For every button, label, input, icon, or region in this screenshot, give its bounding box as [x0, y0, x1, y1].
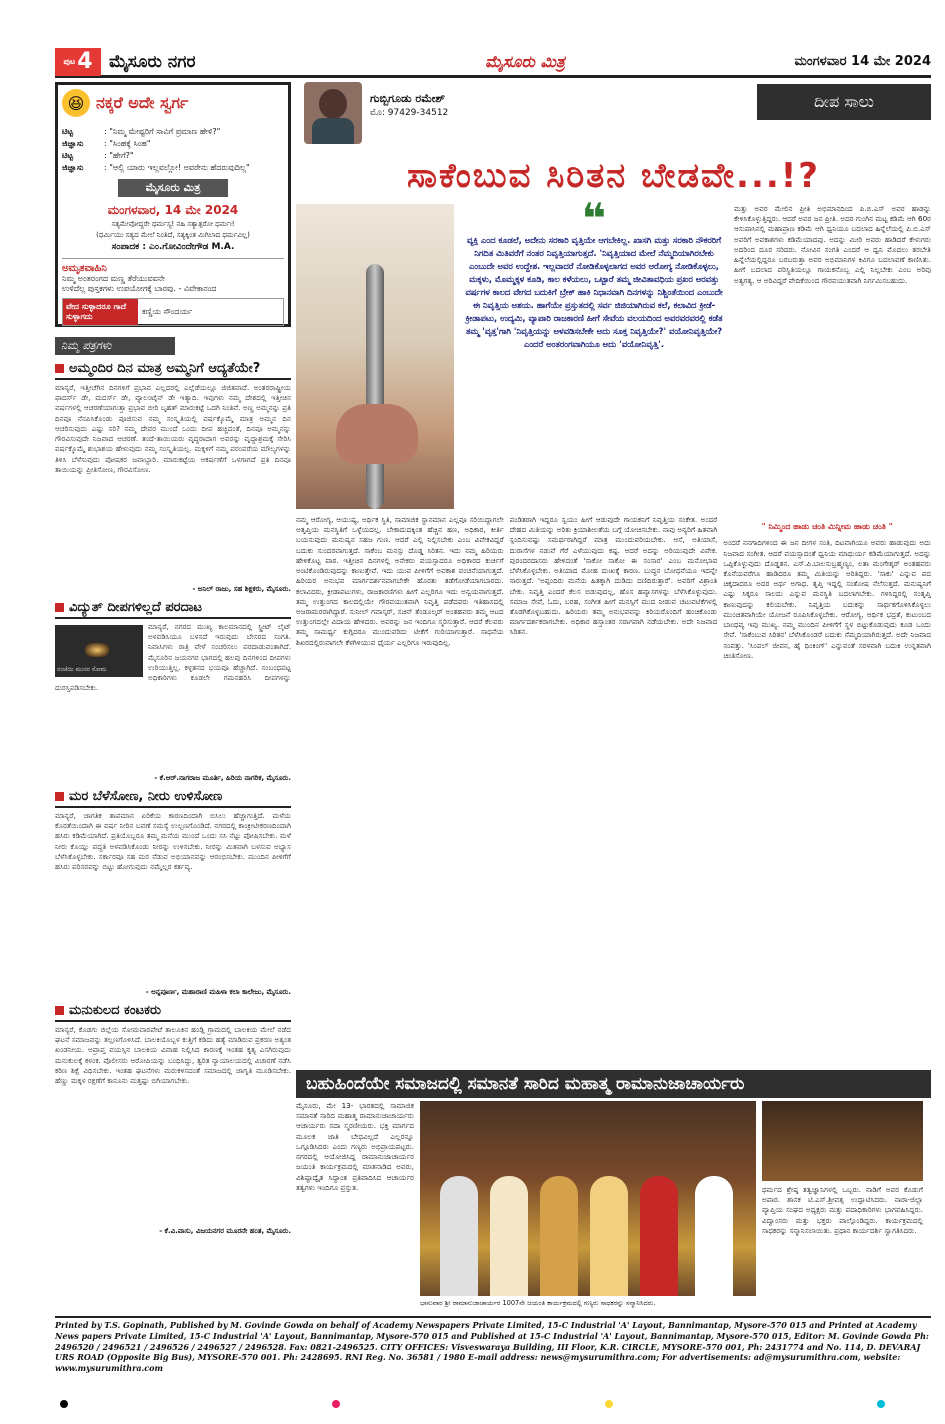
bullet-square-icon [55, 603, 64, 612]
tagline-2: (ಧರ್ಮಿಯು ಸತ್ಯದ ಮೇಲೆ ನಿಂತಿದೆ, ಸತ್ಯಕ್ಕಿಂತ ಮಿಗಿಲಾದ ಧರ್ಮವಿಲ್ಲ) [96, 231, 250, 239]
letter-header [55, 789, 291, 808]
tagline-1: ಸತ್ಯಮೇವೋದ್ಧರೇ ಧರ್ಮಸ್ಯ! ನಹಿ ಸತ್ಯಾತ್ಪರೋ ಧರ್ಮಃ! [111, 220, 235, 228]
registration-marks [0, 1400, 945, 1408]
joke-line [62, 151, 284, 161]
inline-pull-quote: " ನಿಮ್ಮಿಂದ ಹಾಡು ಚಂತಿ ಮಿನ್ನೀಮ ಹಾಡು ಚಂತಿ " [761, 522, 893, 531]
person-figure [490, 1176, 528, 1296]
news-column-1: ಮೈಸೂರು, ಮೇ 13- ಭಾರತದಲ್ಲಿ ಸಾಮಾಜಿಕ ಸಮಾನತೆ ಸಾರಿದ ಮಹಾತ್ಮ ರಾಮಾನುಜಾಚಾರ್ಯರು ಆಚಾರ್ಯರು ಸದಾ ಸ್ಮರಣೀಯರು. ಭಕ್ತಿ ಮಾರ್ಗದ ಮೂಲಕ ಜಾತಿ ಬೇಧವಿಲ್ಲದೆ ಎಲ್ಲರನ್ನೂ ಒಗ್ಗೂಡಿಸಿದರು ಎಂದು ಗಣ್ಯರು ಅಭಿಪ್ರಾಯಪಟ್ಟರು. ನಗರದಲ್ಲಿ ಆಯೋಜಿಸಿದ್ದ ರಾಮಾನುಜಾಚಾರ್ಯರ ಜಯಂತಿ ಕಾರ್ಯಕ್ರಮದಲ್ಲಿ ಮಾತನಾಡಿದ ಅವರು, ವಿಶಿಷ್ಟಾದ್ವೈತ ಸಿದ್ಧಾಂತ ಪ್ರತಿಪಾದಿಸಿದ ಆಚಾರ್ಯರ ತತ್ವಗಳು ಇಂದಿಗೂ ಪ್ರಸ್ತುತ. [296, 1101, 414, 1192]
letter-4 [55, 1003, 291, 1236]
page-date: ಮಂಗಳವಾರ 14 ಮೇ 2024 [794, 54, 931, 69]
joke-box [55, 82, 291, 327]
letter-sign: - ಅನ್ನಪೂರ್ಣ, ಮಹಾರಾಣಿ ಮಹಿಳಾ ಕಲಾ ಕಾಲೇಜು, ಮೈಸೂರು. [145, 988, 291, 996]
letter-body: ಮಾನ್ಯರೆ, ಜಾಗತಿಕ ತಾಪಮಾನ ಏರಿಕೆಯ ಕಾರಣದಿಂದಾಗಿ ಬಿಸಿಲು ಹೆಚ್ಚಾಗುತ್ತಿದೆ. ಮಳೆಯ ಕೊರತೆಯಿಂದಾಗಿ ಈ ವರ್ಷ ನೀರಿನ ಬವಣೆ ಸಮಸ್ಯೆ ಉಲ್ಬಣಗೊಂಡಿದೆ. ನಗರದಲ್ಲಿ ಕಾಂಕ್ರೀಟೀಕರಣದಿಂದಾಗಿ ಹಸಿರು ಕಡಿಮೆಯಾಗಿದೆ. ಪ್ರತಿಯೊಬ್ಬರೂ ತಮ್ಮ ಮನೆಯ ಮುಂದೆ ಒಂದು ಸಸಿ ನೆಟ್ಟು ಪೋಷಿಸಬೇಕು. ಮಳೆ ನೀರು ಕೊಯ್ಲು ಪದ್ಧತಿ ಅಳವಡಿಸಿಕೊಂಡು ನೀರನ್ನು ಉಳಿಸಬೇಕು. ನೀರನ್ನು ಮಿತವಾಗಿ ಬಳಸುವ ಅಭ್ಯಾಸ ಬೆಳೆಸಿಕೊಳ್ಳಬೇಕು. ಸರ್ಕಾರವೂ ಸಹ ಮರ ನೆಡುವ ಅಭಿಯಾನವನ್ನು ಆರಂಭಿಸಬೇಕು. ಮುಂದಿನ ಪೀಳಿಗೆಗೆ ಹಸಿರು ಪರಿಸರವನ್ನು ಬಿಟ್ಟು ಹೋಗುವುದು ನಮ್ಮೆಲ್ಲರ ಕರ್ತವ್ಯ. [55, 811, 291, 872]
joke-line [62, 127, 284, 137]
editor-line: ಸಂಪಾದಕ : ಎಂ.ಗೋವಿಂದೇಗೌಡ M.A. [111, 242, 235, 252]
person-figure [540, 1176, 578, 1296]
joke-text: : "ಆಲ್ಲಿ ಯಾರು ಇಲ್ಲವಲ್ಲೋ! ಅವರೇನು ಹೆದರುವುದಿಲ್ಲ" [104, 163, 250, 172]
letter-sign: - ಕೆ.ವಿ.ವಾಸು, ವಿಜಯನಗರ ಮೂರನೇ ಹಂತ, ಮೈಸೂರು. [159, 1227, 291, 1235]
proverb-box [62, 298, 284, 326]
author-name: ಗುಬ್ಬಿಗೂಡು ರಮೇಶ್ [370, 92, 445, 105]
person-figure [590, 1176, 628, 1296]
proverb-label: ವೇದ ಸುಳ್ಳಾದರೂ ಗಾದೆ ಸುಳ್ಳಾಗದು [63, 299, 138, 325]
news-story [296, 1101, 931, 1313]
hand-on-cane-photo [296, 204, 454, 509]
bullet-square-icon [55, 364, 64, 373]
ceremony-photo [420, 1101, 756, 1307]
amrutha-heading: ಅಮೃತವಾಹಿನಿ [62, 263, 107, 274]
page-number-box [55, 48, 101, 76]
person-figure [640, 1176, 678, 1296]
street-light-glow [85, 643, 109, 657]
letter-title: ವಿದ್ಯುತ್ ದೀಪಗಳಿಲ್ಲದೆ ಪರದಾಟ [69, 600, 203, 615]
news-headline: ಬಹುಹಿಂದೆಯೇ ಸಮಾಜದಲ್ಲಿ ಸಮಾನತೆ ಸಾರಿದ ಮಹಾತ್ಮ ರಾಮಾನುಜಾಚಾರ್ಯರು [296, 1070, 931, 1098]
brand-logo: ಮೈಸೂರು ಮಿತ್ರ [485, 51, 565, 71]
article-title: ಸಾಕೆಂಬುವ ಸಿರಿತನ ಬೇಡವೇ...!? [406, 156, 821, 196]
walking-cane [366, 264, 384, 509]
person-figure [440, 1176, 478, 1296]
photo-caption: ಭಾನುವಾರ ಶ್ರೀ ರಾಮಾನುಜಾಚಾರ್ಯರ 1007ನೇ ಜಯಂತಿ ಕಾರ್ಯಕ್ರಮದಲ್ಲಿ ಗಣ್ಯರು ಸಾಧಕರನ್ನು ಸನ್ಮಾನಿಸಿದರು. [420, 1299, 656, 1307]
letter-2 [55, 600, 291, 783]
registration-dot [332, 1400, 340, 1408]
joke-speaker: ಜಿಜ್ಞಾಸು [62, 163, 84, 172]
letter-body: ಮಾನ್ಯರೆ, ಕೊಡಗು ಜಿಲ್ಲೆಯ ಸೋಮವಾರಪೇಟೆ ತಾಲೂಕಿನ ಹಂಡ್ಲಿ ಗ್ರಾಮದಲ್ಲಿ ಬಾಲಕಿಯ ಮೇಲೆ ನಡೆದ ಘಟನೆ ಸಮಾಜವನ್ನು ತಲ್ಲಣಗೊಳಿಸಿದೆ. ಬಾಲಕಿಯೊಬ್ಬಳ ಕುತ್ತಿಗೆ ಕಡಿದು ಹತ್ಯೆ ಮಾಡಿರುವ ಪ್ರಕರಣ ಅತ್ಯಂತ ಖಂಡನೀಯ. ಅಪ್ರಾಪ್ತ ವಯಸ್ಸಿನ ಬಾಲಕಿಯ ವಿವಾಹ ನಿಲ್ಲಿಸಿದ ಕಾರಣಕ್ಕೆ ಇಂತಹ ಕೃತ್ಯ ಎಸಗಿರುವುದು ಮನುಕುಲಕ್ಕೆ ಕಳಂಕ. ಪೊಲೀಸರು ಆರೋಪಿಯನ್ನು ಬಂಧಿಸಿದ್ದು, ತ್ವರಿತ ನ್ಯಾಯಾಲಯದಲ್ಲಿ ವಿಚಾರಣೆ ನಡೆಸಿ ಕಠಿಣ ಶಿಕ್ಷೆ ವಿಧಿಸಬೇಕು. ಇಂತಹ ಘಟನೆಗಳು ಮರುಕಳಿಸದಂತೆ ಸಮಾಜದಲ್ಲಿ ಜಾಗೃತಿ ಮೂಡಿಸಬೇಕು. ಹೆಣ್ಣು ಮಕ್ಕಳ ರಕ್ಷಣೆಗೆ ಕಾನೂನು ಮತ್ತಷ್ಟು ಬಿಗಿಯಾಗಬೇಕು. [55, 1025, 291, 1086]
elderly-hand [336, 404, 418, 464]
letter-header [55, 361, 291, 380]
joke-header [62, 89, 284, 117]
section-title: ಮೈಸೂರು ನಗರ [109, 51, 196, 72]
article-column-1: ನಮ್ಮ ಆರೋಗ್ಯ, ಆಯುಷ್ಯ, ಅರ್ಥಿಕ ಸ್ಥಿತಿ, ಸಾಮಾಜಿಕ ಸ್ಥಾನಮಾನ ಎಲ್ಲವೂ ಸರಿಯಿದ್ದಾಗಲೇ ಅತೃಪ್ತಿಯ ಮನಸ್ಥಿತಿಗೆ ಒಳ್ಳೆಯದಲ್ಲ. ಬೇಕಾದುದಕ್ಕಿಂತ ಹೆಚ್ಚಿನ ಹಣ, ಅಧಿಕಾರ, ಕೀರ್ತಿ ಬಯಸುವುದು ಮನುಷ್ಯನ ಸಹಜ ಗುಣ. ಆದರೆ ಎಲ್ಲಿ ನಿಲ್ಲಿಸಬೇಕು ಎಂಬ ವಿವೇಕವಿದ್ದರೆ ಬದುಕು ಸುಂದರವಾಗುತ್ತದೆ. ಸಾಕೆಂಬ ಮನಸ್ಸು ದೊಡ್ಡ ಸಿರಿತನ. ಇದು ನಮ್ಮ ಹಿರಿಯರು ಹೇಳಿಕೊಟ್ಟ ಪಾಠ. ಇತ್ತೀಚಿನ ದಿನಗಳಲ್ಲಿ ಅನೇಕರು ವಯಸ್ಸಾದರೂ ಅಧಿಕಾರದ ಕುರ್ಚಿಗೆ ಅಂಟಿಕೊಂಡಿರುವುದನ್ನು ಕಾಣುತ್ತೇವೆ. ಇದು ಯುವ ಪೀಳಿಗೆಗೆ ಅವಕಾಶ ವಂಚನೆಯಾಗುತ್ತದೆ. ಹಿರಿಯರ ಅನುಭವ ಮಾರ್ಗದರ್ಶನವಾಗಬೇಕೇ ಹೊರತು ತಡೆಗೋಡೆಯಾಗಬಾರದು. ಕಲಾವಿದರು, ಕ್ರೀಡಾಪಟುಗಳು, ರಾಜಕಾರಣಿಗಳು ಹೀಗೆ ಎಲ್ಲರಿಗೂ ಇದು ಅನ್ವಯವಾಗುತ್ತದೆ. ತಮ್ಮ ಉತ್ತುಂಗದ ಕಾಲದಲ್ಲಿಯೇ ಗೌರವಯುತವಾಗಿ ನಿವೃತ್ತಿ ಪಡೆದವರು ಇತಿಹಾಸದಲ್ಲಿ ಅಜರಾಮರರಾಗಿದ್ದಾರೆ. ಸುನೀಲ್ ಗವಾಸ್ಕರ್, ಸಚಿನ್ ತೆಂಡೂಲ್ಕರ್ ಅಂತಹವರು ತಮ್ಮ ಆಟದ ಉತ್ತುಂಗದಲ್ಲೇ ವಿದಾಯ ಹೇಳಿದರು. ಅವರನ್ನು ಜನ ಇಂದಿಗೂ ಸ್ಮರಿಸುತ್ತಾರೆ. ಆದರೆ ಕೆಲವರು ತಮ್ಮ ಸಾಮರ್ಥ್ಯ ಕುಗ್ಗಿದರೂ ಮುಂದುವರಿದು ಟೀಕೆಗೆ ಗುರಿಯಾಗುತ್ತಾರೆ. ಸಾಧನೆಯ ಶಿಖರದಲ್ಲಿರುವಾಗಲೇ ಕೆಳಗಿಳಿಯುವ ಧೈರ್ಯ ಎಲ್ಲರಿಗೂ ಇರುವುದಿಲ್ಲ. [296, 515, 504, 647]
letter-body: ಮಾನ್ಯರೆ, ನಗರದ ಮುಖ್ಯ ಕಾಲಮಾನದಲ್ಲಿ ಸ್ಟ್ರೀಟ್ ಲೈಟ್ ಅಳವಡಿಸಿಯೂ ಬಳಸದೆ ಇರುವುದು ಬೇಸರದ ಸಂಗತಿ. ನಿವಾಸಿಗಳು ರಾತ್ರಿ ವೇಳೆ ಸಂಚರಿಸಲು ಪರದಾಡುವಂತಾಗಿದೆ. ಮೈಸೂರಿನ ಜಯನಗರ ಭಾಗದಲ್ಲಿ ಹಲವು ದಿನಗಳಿಂದ ದೀಪಗಳು ಉರಿಯುತ್ತಿಲ್ಲ. ಕಳ್ಳತನದ ಭಯವೂ ಹೆಚ್ಚಾಗಿದೆ. ಸಂಬಂಧಪಟ್ಟ ಅಧಿಕಾರಿಗಳು ಕೂಡಲೇ ಗಮನಹರಿಸಿ ದೀಪಗಳನ್ನು ದುರಸ್ತಿಪಡಿಸಬೇಕು. [55, 622, 291, 693]
quote-mark-icon: ❝ [581, 194, 607, 243]
amrutha-line-1: ನಿಮ್ಮ ಅಂತರಂಗದ ಮಣ್ಣ ತೆರೆಯುವವನೇ [62, 274, 165, 283]
joke-text: : "ನಿಮ್ಮ ಮೇಷ್ಟರಿಗೆ ಸಾವಿಗೆ ಪ್ರಮಾಣ ಹೇಳಿ?" [104, 127, 221, 136]
letter-sign: - ಅನಿಲ್ ರಾಜು, ಸಹ ಶಿಕ್ಷಕರು, ಮೈಸೂರು. [192, 585, 291, 593]
photo-caption: ನಂಜೆಯಿ ಮುನನ ಸೋಮ [57, 666, 107, 674]
author-phone: ಮೊ: 97429-34512 [370, 108, 449, 118]
bullet-square-icon [55, 792, 64, 801]
proverb-text: ಕಣ್ಣಿಯ ಸೌಂದರ್ಯ [142, 307, 193, 316]
registration-dot [605, 1400, 613, 1408]
letter-1 [55, 361, 291, 594]
article-column-3-text: ಅಂದರೆ ನನಗಾದಿಗಳಿಂದ ಈ ಜನ ದೀಗಳ ಸಂತಿ, ದಿಟವಾಗಿಯೂ ಅವರು ಹಾಡುವುದು ಅದು ನಿಜವಾದ ಸಂಗೀತ. ಆದರೆ ವಯಸ್ಸಾದಂತೆ ಧ್ವನಿಯ ಮಾಧುರ್ಯ ಕಡಿಮೆಯಾಗುತ್ತದೆ. ಅದನ್ನು ಒಪ್ಪಿಕೊಳ್ಳುವುದು ದೊಡ್ಡತನ. ಎಸ್.ಪಿ.ಬಾಲಸುಬ್ರಹ್ಮಣ್ಯಂ, ಲತಾ ಮಂಗೇಶ್ಕರ್ ಅಂತಹವರು ಕೊನೆಯವರೆಗೂ ಹಾಡಿದರೂ ತಮ್ಮ ಮಿತಿಯನ್ನು ಅರಿತಿದ್ದರು. 'ಸಾಕು' ಎನ್ನುವ ಪದ ಚಿಕ್ಕದಾದರೂ ಅದರ ಅರ್ಥ ಅಗಾಧ. ತೃಪ್ತಿ ಇದ್ದಲ್ಲಿ ಸಂತೋಷ ನೆಲೆಸುತ್ತದೆ. ಮನುಷ್ಯನಿಗೆ ಎಷ್ಟು ಸಿಕ್ಕರೂ ಸಾಲದು ಎನ್ನುವ ಮನಸ್ಥಿತಿ ಬದಲಾಗಬೇಕು. ಗಳಿಸಿದ್ದರಲ್ಲಿ ಸಂತೃಪ್ತಿ ಕಾಣುವುದನ್ನು ಕಲಿಯಬೇಕು. ನಿವೃತ್ತಿಯ ಬದುಕನ್ನು ಸಾರ್ಥಕಗೊಳಿಸಿಕೊಳ್ಳಲು ಮುಂಚಿತವಾಗಿಯೇ ಯೋಜನೆ ರೂಪಿಸಿಕೊಳ್ಳಬೇಕು. ಆರೋಗ್ಯ, ಆರ್ಥಿಕ ಭದ್ರತೆ, ಕುಟುಂಬದ ಬಾಂಧವ್ಯ ಇವು ಮುಖ್ಯ. ನಮ್ಮ ಮುಂದಿನ ಪೀಳಿಗೆಗೆ ಸ್ಥಳ ಬಿಟ್ಟುಕೊಡುವುದು ಕೂಡ ಒಂದು ಸೇವೆ. 'ಸಾಕೆಂಬುವ ಸಿರಿತನ' ಬೆಳೆಸಿಕೊಂಡರೆ ಬದುಕು ನೆಮ್ಮದಿಯಾಗಿರುತ್ತದೆ. ಅದೇ ನಿಜವಾದ ಸಂಪತ್ತು. 'ಸಿಂಪಲ್ ಜೀವನ, ಹೈ ಥಿಂಕಿಂಗ್' ಎನ್ನುವಂತೆ ಸರಳವಾಗಿ ಬದುಕಿ ಉನ್ನತವಾಗಿ ಚಿಂತಿಸೋಣ. [723, 538, 932, 660]
joke-speaker: ಜಿಜ್ಞಾಸು [62, 139, 84, 148]
printer-line: Printed by T.S. Gopinath, Published by M. Govinde Gowda on behalf of Academy Newspapers Private Limited, 15-C Industrial 'A' Layout, Bannimantap, Mysore-570 015 and Printed at Academy News papers Private Limited, 15-C Industrial 'A' Layout, Bannimantap, Mysore-570 015 and Published at 15-C Industrial 'A' Layout, Bannimantap, Mysore-570 015, Editor: M. Govinde Gowda Ph: 2496520 / 2496521 / 2496526 / 2496527 / 2496528. Fax: 0821-2496525. CITY OFFICES: Visveswaraya Building, III Floor, K.R. CIRCLE, MYSORE-570 001, Ph: 2431774 and No. 114, D. DEVARAJ URS ROAD (Opposite Big Bus), MYSORE-570 001. Ph: 2428695. RNI Reg. No. 36581 / 1980 E-mail address: news@mysurumithra.com; For advertisements: ad@mysurumithra.com, website: www.mysurumithra.com [55, 1316, 931, 1374]
laughing-face-icon: 😆 [62, 89, 90, 117]
letter-body: ಮಾನ್ಯರೆ, ಇತ್ತೀಚೆಗಿನ ದಿನಗಳಿಗೆ ಪ್ರಭಾವ ಎಲ್ಲದರಲ್ಲಿ ಎಲ್ಲೆಡೆಯಲ್ಲೂ ಜಿಜಿತವಾದೆ. ಅಂತರರಾಷ್ಟ್ರೀಯ ಫಾದರ್ಸ್ ಡೇ, ಮದರ್ಸ್ ಡೇ, ವ್ಯಾಲಂಟೈನ್ ಡೇ ಇತ್ಯಾದಿ. ಇವುಗಳು ನಮ್ಮ ದೇಶದಲ್ಲಿ ಇತ್ತೀಚಿನ ವರ್ಷಗಳಲ್ಲಿ ಆಚರಣೆಯಾಗುತ್ತಾ ಪ್ರಭಾವ ಬೀರಿ ಬೃಹತ್ ಮಾರುಕಟ್ಟೆ ಒದಗಿ ನಿಂತಿವೆ. ಅಣ್ಣ ಅಮ್ಮನನ್ನು ಪ್ರತಿ ದಿನವೂ ನೆನಪಿಸಿಕೊಂಡು ಪೂಜಿಸುವ ನಮ್ಮ ಸಂಸ್ಕೃತಿಯಲ್ಲಿ ವರ್ಷಕ್ಕೊಮ್ಮೆ ಮಾತ್ರ ಅಮ್ಮನ ದಿನ ಆಚರಿಸುವುದು ಎಷ್ಟು ಸರಿ? ನಮ್ಮ ದೇವರ ಮುಂದೆ ಒಂದು ದೀಪ ಹಚ್ಚಿದಂತೆ, ದಿನವೂ ಅಮ್ಮನನ್ನು ಗೌರವಿಸುವುದೇ ನಿಜವಾದ ಆಚರಣೆ. ತಂದೆ-ತಾಯಿಯರು ವೃದ್ಧರಾದಾಗ ಅವರನ್ನು ವೃದ್ಧಾಶ್ರಮಕ್ಕೆ ಸೇರಿಸಿ ವರ್ಷಕ್ಕೊಮ್ಮೆ ಶುಭಾಶಯ ಹೇಳುವುದು ನಮ್ಮ ಸಂಸ್ಕೃತಿಯಲ್ಲ. ಮಕ್ಕಳಿಗೆ ನಮ್ಮ ಪರಂಪರೆಯ ಮೌಲ್ಯಗಳನ್ನು ತಿಳಿಸಿ ಬೆಳೆಸುವುದು ಪೋಷಕರ ಜವಾಬ್ದಾರಿ. ಮಾರುಕಟ್ಟೆಯ ಆಕರ್ಷಣೆಗೆ ಒಳಗಾಗದೆ ಪ್ರತಿ ದಿನವೂ ತಾಯಿಯನ್ನು ಪ್ರೀತಿಸೋಣ, ಗೌರವಿಸೋಣ. [55, 383, 291, 474]
letter-title: ಅಮ್ಮಂದಿರ ದಿನ ಮಾತ್ರ ಅಮ್ಮನಿಗೆ ಆದ್ಯತೆಯೇ? [69, 361, 261, 376]
registration-dot [877, 1400, 885, 1408]
column-banner: ದೀಪ ಸಾಲು [757, 84, 931, 120]
news-column-3-text: ಧರ್ಮದ ಶ್ರೇಷ್ಠ ತತ್ವಜ್ಞಾನಿಗಳಲ್ಲಿ ಒಬ್ಬರು. ನಾಡಿಗೆ ಅವರ ಕೊಡುಗೆ ಅಪಾರ. ಶಾಸಕ ಟಿ.ಎಸ್.ಶ್ರೀವತ್ಸ ಉದ್ಘಾಟಿಸಿದರು. ನಾರಾ-ಜಿಲ್ಲಾ ವ್ಯಾಪ್ತಿಯ ಸಂಘದ ಅಧ್ಯಕ್ಷರು ಮತ್ತು ಪದಾಧಿಕಾರಿಗಳು ಭಾಗವಹಿಸಿದ್ದರು. ವಿದ್ವಾಂಸರು ಮತ್ತು ಭಕ್ತರು ಪಾಲ್ಗೊಂಡಿದ್ದರು. ಕಾರ್ಯಕ್ರಮದಲ್ಲಿ ಸಾಧಕರನ್ನು ಸನ್ಮಾನಿಸಲಾಯಿತು. ಪ್ರಧಾನ ಕಾರ್ಯದರ್ಶಿ ಸ್ವಾಗತಿಸಿದರು. [762, 1185, 923, 1235]
page-label: ಪುಟ [63, 56, 76, 66]
author-row [296, 82, 931, 150]
edition-date: ಮಂಗಳವಾರ, 14 ಮೇ 2024 [107, 203, 239, 217]
masthead [55, 48, 931, 78]
letter-header [55, 1003, 291, 1022]
street-night-photo [55, 625, 143, 677]
small-brand-logo: ಮೈಸೂರು ಮಿತ್ರ [118, 179, 228, 197]
person-figure [695, 1176, 733, 1296]
amrutha-box [62, 258, 284, 294]
letter-header [55, 600, 291, 619]
article-top [296, 194, 931, 509]
letter-sign: - ಕೆ.ಆರ್.ನಾಗರಾಜ ಮೂರ್ತಿ, ಹಿರಿಯ ನಾಗರಿಕ, ಮೈಸೂರು. [154, 774, 291, 782]
letter-3 [55, 789, 291, 997]
article-column-2: ಪಂಡಿತರಾಗಿ ಇದ್ದರೂ ಸ್ವಯಂ ಹೀಗೆ ಆಡುವುದೇ ಗಾಯಕನಿಗೆ ನಿವೃತ್ತಿಯ ಸಂಕೇತ. ಅಂದರೆ ದೇಹದ ಮಿತಿಯನ್ನು ಅರಿತು ಕ್ರಿಯಾಶೀಲತೆಯ ಬಗ್ಗೆ ಯೋಚಿಸಬೇಕು. ನಾವು ಅನ್ಯರಿಗೆ ಹಿತವಾಗಿ ಸ್ಪಂದಿಸುವಷ್ಟು ಸಮರ್ಥರಾಗಿದ್ದರೆ ಮಾತ್ರ ಮುಂದುವರಿಯಬೇಕು. ಆಸೆ, ಅತಿಯಾಸೆ, ದುರಾಸೆಗಳ ನಡುವೆ ಗೆರೆ ಎಳೆಯುವುದು ಕಷ್ಟ. ಆದರೆ ಅದನ್ನು ಅರಿಯುವುದೇ ವಿವೇಕ. ಪುರಂದರದಾಸರು ಹೇಳಿದಂತೆ 'ಸಾಕೋ ಸಾಕೋ ಈ ಸಂಸಾರ' ಎಂಬ ಮನೋಭಾವ ಬೆಳೆಸಿಕೊಳ್ಳಬೇಕು. ಅತಿಯಾದ ಮೋಹ ದುಃಖಕ್ಕೆ ಕಾರಣ. ಬುದ್ಧನ ಬೋಧನೆಯೂ ಇದನ್ನೇ ಸಾರುತ್ತದೆ. 'ಅಪ್ಪಂದಿರು ಮನೆಯ ಹಿತಕ್ಕಾಗಿ ದುಡಿದು ದಣಿದಿರುತ್ತಾರೆ'. ಅವರಿಗೆ ವಿಶ್ರಾಂತಿ ಬೇಕು. ನಿವೃತ್ತಿ ಎಂದರೆ ಕೆಲಸ ಬಿಡುವುದಲ್ಲ, ಹೊಸ ಹವ್ಯಾಸಗಳನ್ನು ಬೆಳೆಸಿಕೊಳ್ಳುವುದು. ಸಮಾಜ ಸೇವೆ, ಓದು, ಬರಹ, ಸಂಗೀತ ಹೀಗೆ ಮನಸ್ಸಿಗೆ ಮುದ ನೀಡುವ ಚಟುವಟಿಕೆಗಳಲ್ಲಿ ತೊಡಗಿಕೊಳ್ಳಬಹುದು. ಹಿರಿಯರು ತಮ್ಮ ಅನುಭವವನ್ನು ಕಿರಿಯರೊಂದಿಗೆ ಹಂಚಿಕೊಂಡು ಮಾರ್ಗದರ್ಶಕರಾಗಬೇಕು. ಅಧಿಕಾರ ಹಸ್ತಾಂತರ ಸರಾಗವಾಗಿ ನಡೆಯಬೇಕು. ಅದೇ ನಿಜವಾದ ಸಿರಿತನ. [509, 515, 718, 637]
joke-speaker: ಟಿಟ್ಟ [62, 127, 74, 136]
news-thumbnail-photo [762, 1101, 923, 1181]
letter-title: ಮರ ಬೆಳೆಸೋಣ, ನೀರು ಉಳಿಸೋಣ [69, 789, 223, 804]
main-article [296, 82, 931, 1160]
news-column-3 [762, 1101, 923, 1313]
registration-dot [60, 1400, 68, 1408]
letter-title: ಮನುಕುಲದ ಕಂಟಕರು [69, 1003, 162, 1018]
joke-title: ನಕ್ಕರೆ ಅದೇ ಸ್ವರ್ಗ [96, 93, 189, 112]
letter-body-wrap [55, 622, 291, 772]
amrutha-line-2: ಉಳಿದೆಲ್ಲ ಪುಸ್ತಕಗಳು ಉಪಯೋಗಕ್ಕೆ ಬಾರವು. - ವಿವೇಕಾನಂದ [62, 284, 217, 293]
letters-banner: ನಿಮ್ಮ ಪತ್ರಗಳು [55, 337, 175, 355]
article-right-intro: ಮತ್ತು ಅವರ ಮೇಲಿನ ಪ್ರೀತಿ ಅಭಿಮಾನದಿಂದ ಪಿ.ಬಿ.ಎಸ್ ಅವರ ಹಾಡನ್ನು ಕೇಳಿಸಿಕೊಳ್ಳುತ್ತಿದ್ದರು. ಆದರೆ ಅವರ ಜನ ಪ್ರೀತಿ. ಅದರ ಗುಂಗಿನ ಮಟ್ಟ ಕಡಿಮೆ ಆಗಿ 60ರ ಆಸುಪಾಸಿನಲ್ಲಿ ಮಹಾಪ್ರಾಣ ಕಡಿಮೆ ಆಗಿ ಧ್ವನಿಯೂ ಬದಲಾದ ಹಿನ್ನೆಲೆಯಲ್ಲಿ ಪಿ.ಬಿ.ಎಸ್ ಅವರಿಗೆ ಅವಕಾಶಗಳು ಕಡಿಮೆಯಾದವು. ಅದನ್ನು ಮೀರಿ ಅವರು ಹಾಡಿದರೆ ಕೇಳುಗರು ಅದರಿಂದ ದೂರ ಸರಿದರು. ನೋವಿನ ಸಂಗತಿ ಎಂದರೆ ಆ ಧ್ವನಿ ಮೊದಲು ತರಬೇತಿ ಹಿನ್ನೆಲೆಯಲ್ಲಿದ್ದರೂ ಬರಬರುತ್ತಾ ಅವರ ಅಭಿಮಾನಿಗಳ ಕಿವಿಗೂ ಬದಲಾವಣೆ ಕಾಣಿಸಿತು. ಹೀಗೆ ಬದಲಾದ ಪರಿಸ್ಥಿತಿಯಲ್ಲೂ ಗಾಯಕನೊಬ್ಬ ಎಲ್ಲಿ ನಿಲ್ಲಬೇಕು ಎಂಬ ಅರಿವು ಅತ್ಯಗತ್ಯ. ಆ ಅರಿವಿದ್ದರೆ ವೇದಿಕೆಯಿಂದ ಗೌರವಯುತವಾಗಿ ನಿರ್ಗಮಿಸಬಹುದು. [734, 204, 931, 285]
author-info [370, 92, 448, 150]
pull-quote [454, 194, 734, 509]
author-photo [304, 82, 362, 144]
bullet-square-icon [55, 1006, 64, 1015]
joke-line [62, 139, 284, 149]
quote-text: ವ್ಯಕ್ತಿ ಎಂದ ಕೂಡಲೆ, ಅದೇನು ಸರಕಾರಿ ವೃತ್ತಿಯೇ ಆಗಬೇಕಿಲ್ಲ. ಖಾಸಗಿ ಮತ್ತು ಸರಕಾರಿ ನೌಕರರಿಗೆ ನಿಗದಿತ ಮಿತಿವರೆಗೆ ನಂತರ ನಿವೃತ್ತಿಯಾಗುತ್ತದೆ. 'ನಿವೃತ್ತಿಯಾದ ಮೇಲೆ ನೆಮ್ಮದಿಯಾಗಿರಬೇಕು ಎಂಬುದೇ ಅವರ ಉದ್ದೇಶ. ಇಲ್ಲವಾದರೆ ನೋಡಿಕೊಳ್ಳಲಾಗದ ಅವರ ಆರೋಗ್ಯ ನೋಡಿಕೊಳ್ಳಲು, ಮಕ್ಕಳು, ಮೊಮ್ಮಕ್ಕಳ ಕೂಡಿ, ಕಾಲ ಕಳೆಯಲು, ಒಟ್ಟಾರೆ ತಮ್ಮ ಜೀವಿತಾವಧಿಯ ಪ್ರಖರ ಅರವತ್ತು ವರ್ಷಗಳ ಕಾಲದ ವೇಗದ ಬದುಕಿಗೆ ಬ್ರೇಕ್ ಹಾಕಿ ನಿಧಾನವಾಗಿ ದಿನಗಳನ್ನು ನಿಶ್ಚಿಂತೆಯಿಂದ ಎಂಬುದೇ ಈ ನಿವೃತ್ತಿಯ ಅಶಯ. ಹಾಗೆಯೇ ಪ್ರಸ್ತುತದಲ್ಲಿ ಸರ್ವ ಜಿಜಿಯಾಗಿರುವ ಕಲೆ, ಕಲಾವಿದ ಕ್ರೀಡೆ-ಕ್ರೀಡಾಪಟು, ಉದ್ಯಮಿ, ವ್ಯಾಪಾರಿ ರಾಜಕಾರಣಿ ಹೀಗೆ ಸೇವೆಯ ವಲಯದಿಂದ ಅವರವರವರಲ್ಲಿ ಕಡೆತ ತಮ್ಮ 'ವೃತ್ತ'ಗಾಗಿ 'ನಿವೃತ್ತಿಯನ್ನು ಅಳವಡಿಸಬೇಕೇ ಅದು ಸೂಕ್ತ ನಿವೃತ್ತಿಯೇ?' ವಯೋನಿವೃತ್ತಿಯೇ? ಎಂದರೆ ಅಂತರಂಗವಾಗಿಯೂ ಅದು 'ವಯೋನಿವೃತ್ತಿ'. [465, 235, 723, 350]
article-body [296, 515, 931, 1160]
joke-line [62, 163, 284, 173]
joke-text: : "ಹೇಗೆ?" [104, 151, 134, 160]
page-number: 4 [77, 49, 93, 74]
joke-text: : "ಸಿಂಹಕ್ಕೆ ಸಿಂಹ" [104, 139, 151, 148]
left-column [55, 82, 291, 1236]
joke-speaker: ಟಿಟ್ಟ [62, 151, 74, 160]
article-column-3 [723, 515, 931, 1160]
